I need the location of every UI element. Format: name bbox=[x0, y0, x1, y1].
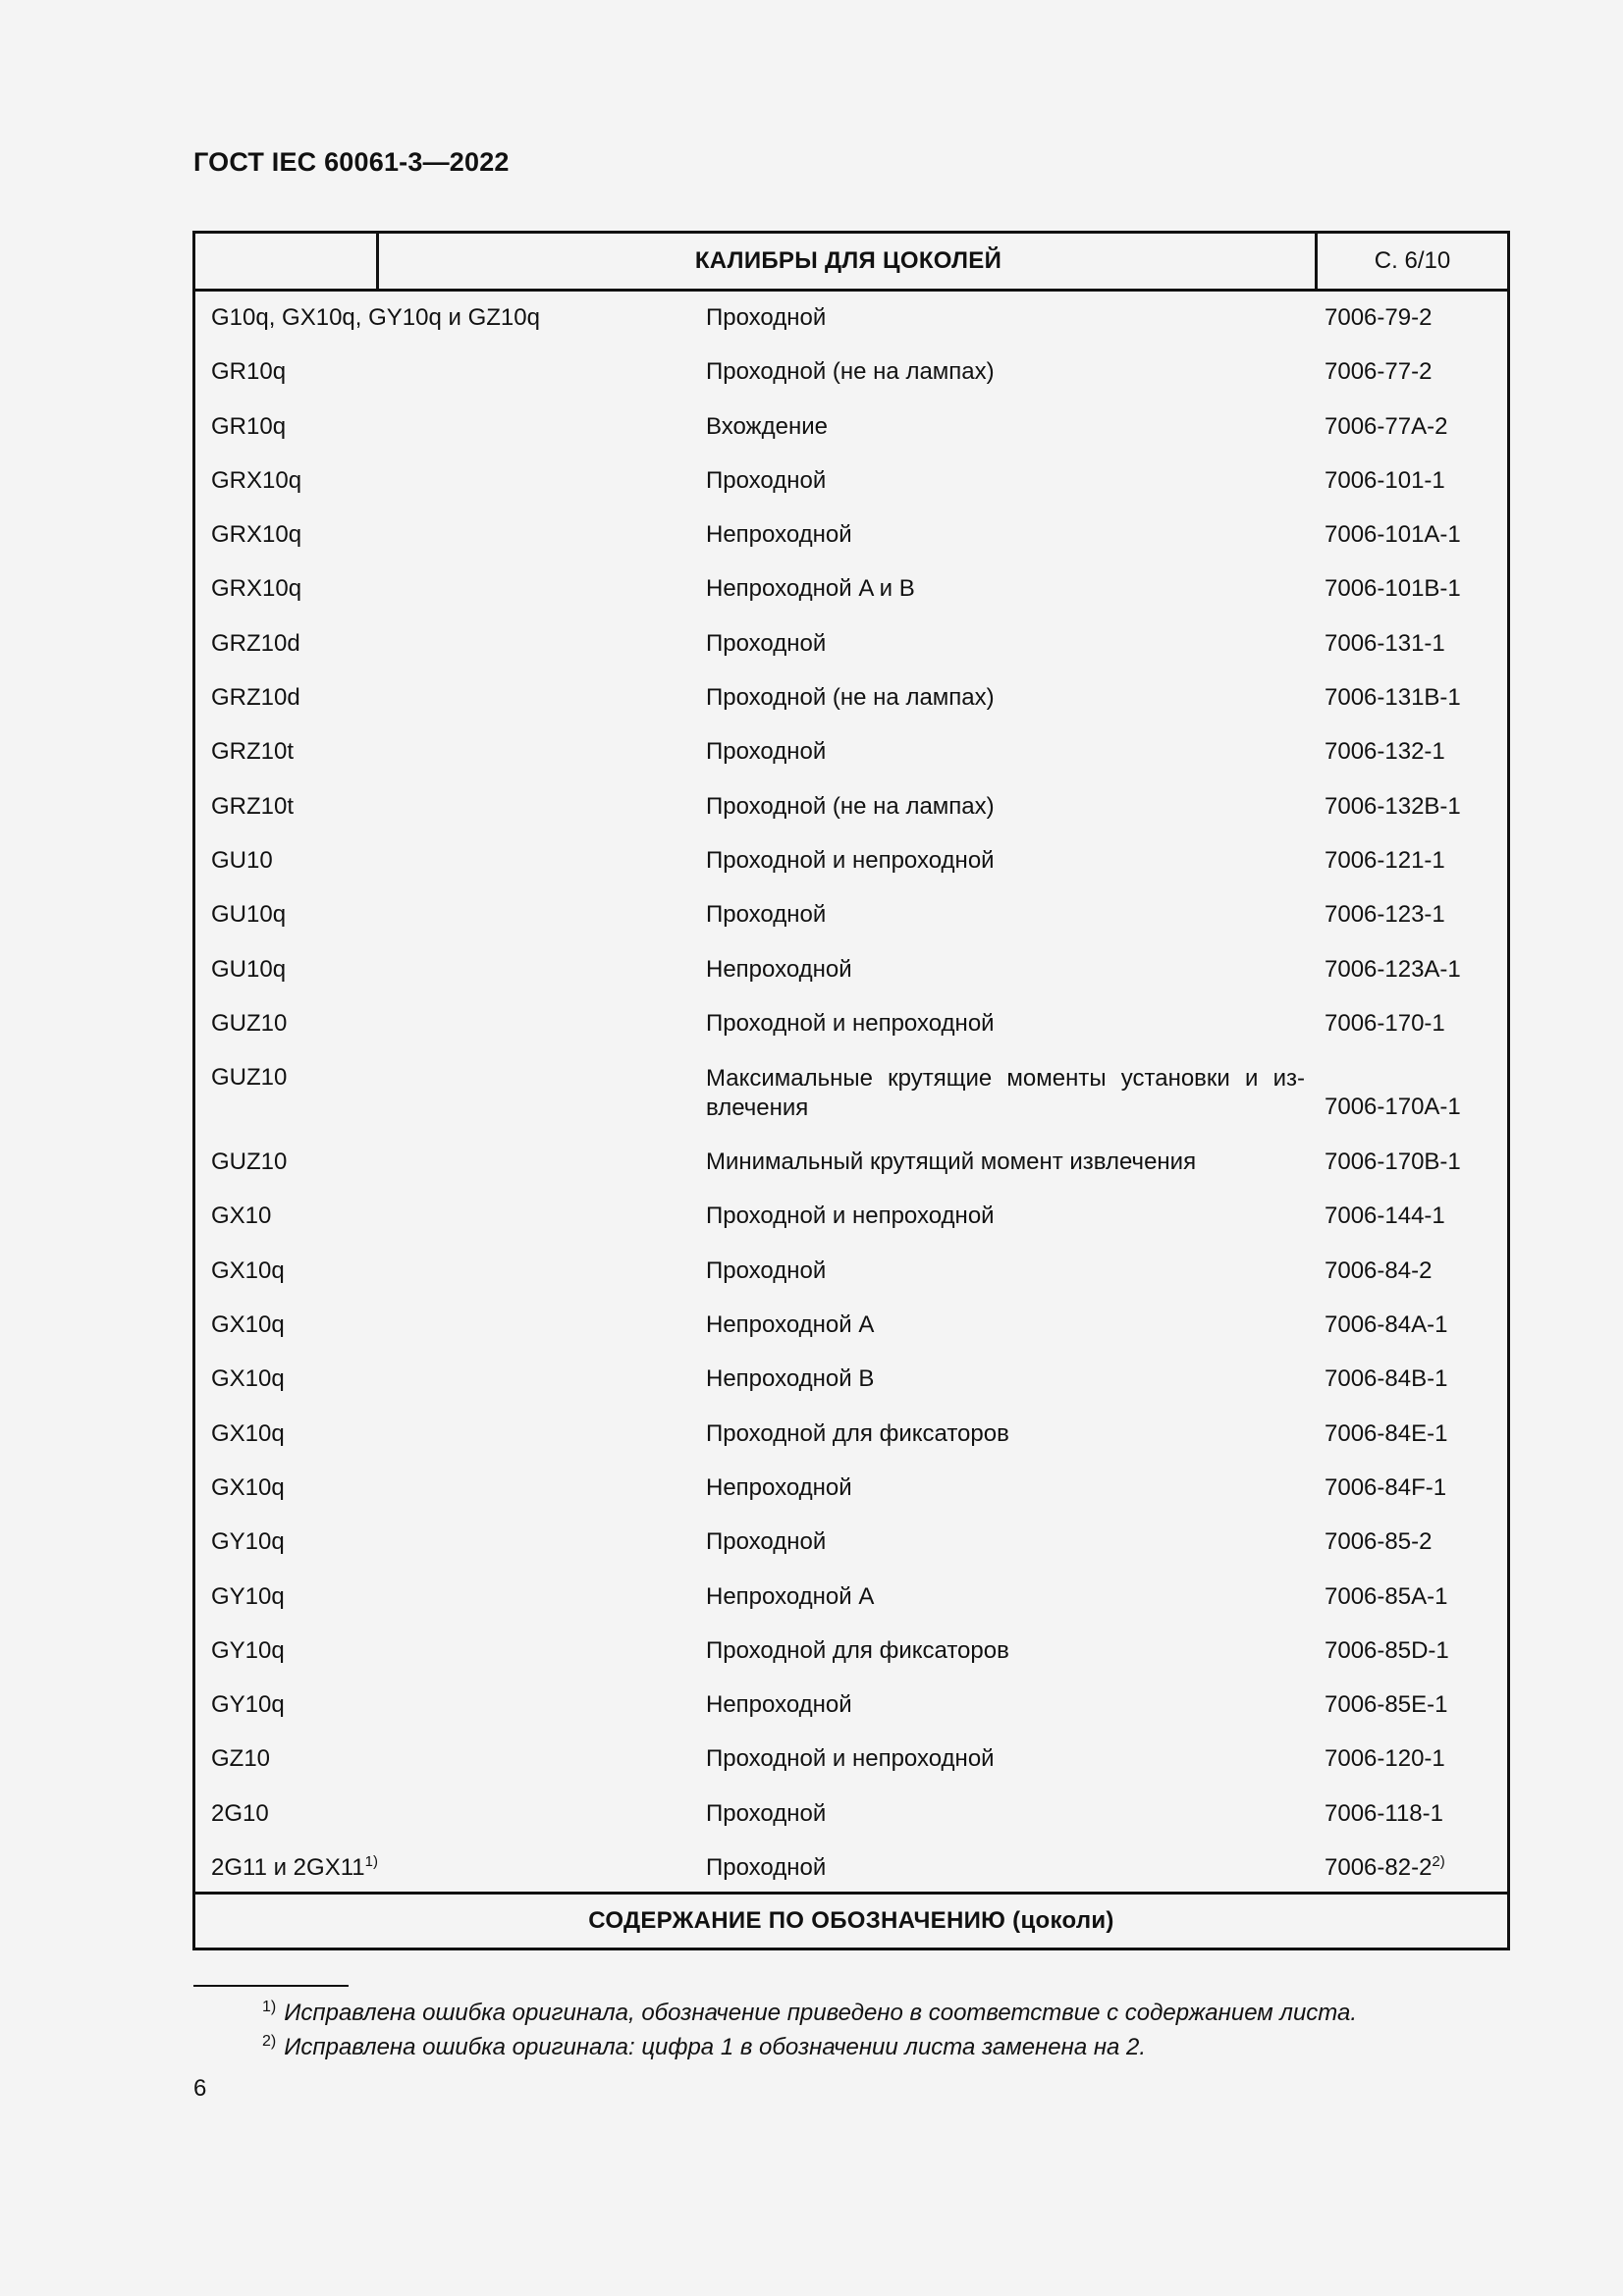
base-designation: G10q, GX10q, GY10q и GZ10q bbox=[211, 304, 540, 331]
table-row bbox=[195, 1842, 1507, 1896]
sheet-number: 7006-85E-1 bbox=[1325, 1691, 1448, 1719]
gauge-type: Непроходной A bbox=[706, 1582, 875, 1610]
base-designation: GY10q bbox=[211, 1636, 285, 1664]
table-row bbox=[195, 1788, 1507, 1842]
base-designation: GY10q bbox=[211, 1528, 285, 1556]
gauge-type: Проходной (не на лампах) bbox=[706, 684, 995, 712]
gauge-type: Непроходной bbox=[706, 521, 852, 549]
base-designation: GZ10 bbox=[211, 1745, 271, 1773]
base-designation: GRX10q bbox=[211, 466, 302, 494]
base-designation: GUZ10 bbox=[211, 1009, 288, 1037]
base-designation: GY10q bbox=[211, 1582, 285, 1610]
footnote-divider bbox=[193, 1985, 349, 1987]
sheet-number: 7006-121-1 bbox=[1325, 846, 1445, 874]
sheet-number: 7006-77-2 bbox=[1325, 358, 1433, 386]
base-designation: GRZ10t bbox=[211, 738, 295, 766]
gauge-type: Максимальные крутящие моменты установки и из-влечения bbox=[706, 1065, 1305, 1122]
gauge-type: Проходной для фиксаторов bbox=[706, 1419, 1009, 1447]
base-designation: 2G11 и 2GX11 bbox=[211, 1854, 365, 1882]
base-designation: GU10 bbox=[211, 846, 273, 874]
gauge-type: Проходной bbox=[706, 1256, 827, 1284]
gauge-type: Проходной и непроходной bbox=[706, 1745, 995, 1773]
base-designation: GX10q bbox=[211, 1365, 285, 1393]
base-designation: GUZ10 bbox=[211, 1064, 288, 1092]
sheet-number: 7006-85A-1 bbox=[1325, 1582, 1448, 1610]
table-row bbox=[195, 671, 1507, 725]
gauge-type: Проходной bbox=[706, 1799, 827, 1827]
footnote-text: Исправлена ошибка оригинала: цифра 1 в обозначении листа заменена на 2. bbox=[284, 2034, 1147, 2060]
base-designation: GR10q bbox=[211, 358, 287, 386]
sheet-number: 7006-101B-1 bbox=[1325, 575, 1461, 603]
base-designation: GRX10q bbox=[211, 521, 302, 549]
sheet-number: 7006-84-2 bbox=[1325, 1256, 1433, 1284]
sheet-number: 7006-118-1 bbox=[1325, 1799, 1443, 1827]
gauge-type: Непроходной A и B bbox=[706, 575, 915, 603]
sheet-number: 7006-85D-1 bbox=[1325, 1636, 1449, 1664]
gauge-type: Проходной (не на лампах) bbox=[706, 792, 995, 820]
table-header-row bbox=[195, 234, 1507, 292]
table-row bbox=[195, 1245, 1507, 1299]
gauge-type: Непроходной bbox=[706, 955, 852, 983]
gauges-table bbox=[192, 231, 1510, 1950]
sheet-number: 7006-144-1 bbox=[1325, 1202, 1445, 1230]
table-row bbox=[195, 1679, 1507, 1733]
base-designation: GRZ10d bbox=[211, 629, 300, 657]
table-row bbox=[195, 346, 1507, 400]
table-row bbox=[195, 780, 1507, 834]
gauge-type: Вхождение bbox=[706, 412, 828, 440]
gauge-type: Непроходной B bbox=[706, 1365, 875, 1393]
table-row bbox=[195, 1299, 1507, 1353]
sheet-number: 7006-123A-1 bbox=[1325, 955, 1461, 983]
gauge-type: Проходной bbox=[706, 304, 827, 331]
base-designation: GU10q bbox=[211, 901, 287, 929]
gauge-type: Минимальный крутящий момент извлечения bbox=[706, 1148, 1197, 1176]
gauge-type: Проходной bbox=[706, 466, 827, 494]
footnote-ref: 2) bbox=[1432, 1853, 1445, 1871]
sheet-number: 7006-170-1 bbox=[1325, 1009, 1445, 1037]
table-row bbox=[195, 834, 1507, 888]
sheet-page-number: С. 6/10 bbox=[1315, 234, 1507, 289]
document-header: ГОСТ IEC 60061-3—2022 bbox=[193, 147, 510, 177]
table-row bbox=[195, 1051, 1507, 1136]
table-row bbox=[195, 617, 1507, 671]
table-row bbox=[195, 1571, 1507, 1625]
gauge-type: Проходной bbox=[706, 1854, 827, 1882]
sheet-number: 7006-85-2 bbox=[1325, 1528, 1433, 1556]
sheet-number: 7006-132B-1 bbox=[1325, 792, 1461, 820]
base-designation: GR10q bbox=[211, 412, 287, 440]
gauge-type: Проходной bbox=[706, 629, 827, 657]
table-row bbox=[195, 562, 1507, 616]
base-designation: GX10q bbox=[211, 1473, 285, 1501]
sheet-number: 7006-84A-1 bbox=[1325, 1311, 1448, 1339]
base-designation: GUZ10 bbox=[211, 1148, 288, 1176]
table-row bbox=[195, 1408, 1507, 1462]
sheet-number: 7006-77A-2 bbox=[1325, 412, 1448, 440]
sheet-number: 7006-120-1 bbox=[1325, 1745, 1445, 1773]
sheet-number: 7006-170B-1 bbox=[1325, 1148, 1461, 1176]
table-row bbox=[195, 1353, 1507, 1407]
sheet-number: 7006-82-2 bbox=[1325, 1854, 1433, 1882]
sheet-number: 7006-123-1 bbox=[1325, 901, 1445, 929]
gauge-type: Проходной bbox=[706, 1528, 827, 1556]
footnote bbox=[262, 1999, 1357, 2027]
base-designation-cell bbox=[211, 1854, 378, 1882]
footnote-text: Исправлена ошибка оригинала, обозначение приведено в соответствие с содержанием листа. bbox=[284, 2000, 1358, 2026]
footnote bbox=[262, 2033, 1146, 2061]
table-row bbox=[195, 1733, 1507, 1787]
table-body bbox=[195, 292, 1507, 1896]
table-row bbox=[195, 888, 1507, 942]
sheet-number: 7006-101-1 bbox=[1325, 466, 1445, 494]
table-row bbox=[195, 508, 1507, 562]
gauge-type: Проходной bbox=[706, 901, 827, 929]
sheet-number: 7006-84E-1 bbox=[1325, 1419, 1448, 1447]
sheet-number: 7006-131-1 bbox=[1325, 629, 1445, 657]
gauge-type: Проходной bbox=[706, 738, 827, 766]
base-designation: GX10q bbox=[211, 1311, 285, 1339]
table-row bbox=[195, 997, 1507, 1051]
table-title: КАЛИБРЫ ДЛЯ ЦОКОЛЕЙ bbox=[694, 247, 1002, 274]
gauge-type: Непроходной A bbox=[706, 1311, 875, 1339]
gauge-type: Непроходной bbox=[706, 1691, 852, 1719]
table-row bbox=[195, 943, 1507, 997]
sheet-number-cell bbox=[1325, 1854, 1445, 1882]
table-row bbox=[195, 1516, 1507, 1570]
sheet-number: 7006-84F-1 bbox=[1325, 1473, 1447, 1501]
sheet-number: 7006-79-2 bbox=[1325, 304, 1433, 331]
sheet-number: 7006-170A-1 bbox=[1325, 1094, 1461, 1121]
sheet-number: 7006-132-1 bbox=[1325, 738, 1445, 766]
header-blank-cell bbox=[195, 234, 379, 289]
sheet-number: 7006-101A-1 bbox=[1325, 521, 1461, 549]
base-designation: GX10q bbox=[211, 1256, 285, 1284]
table-row bbox=[195, 1136, 1507, 1190]
table-footer: СОДЕРЖАНИЕ ПО ОБОЗНАЧЕНИЮ (цоколи) bbox=[195, 1892, 1507, 1948]
table-row bbox=[195, 1462, 1507, 1516]
base-designation: GRZ10t bbox=[211, 792, 295, 820]
table-row bbox=[195, 725, 1507, 779]
footnote-mark: 2) bbox=[262, 2033, 277, 2050]
gauge-type: Проходной и непроходной bbox=[706, 1202, 995, 1230]
gauge-type: Проходной и непроходной bbox=[706, 1009, 995, 1037]
base-designation: GY10q bbox=[211, 1691, 285, 1719]
footnote-ref: 1) bbox=[364, 1853, 378, 1871]
base-designation: GX10 bbox=[211, 1202, 272, 1230]
base-designation: 2G10 bbox=[211, 1799, 269, 1827]
table-row bbox=[195, 292, 1507, 346]
base-designation: GRX10q bbox=[211, 575, 302, 603]
sheet-number: 7006-131B-1 bbox=[1325, 684, 1461, 712]
page-number: 6 bbox=[193, 2075, 207, 2102]
gauge-type: Проходной (не на лампах) bbox=[706, 358, 995, 386]
table-row bbox=[195, 454, 1507, 508]
table-row bbox=[195, 1625, 1507, 1679]
gauge-type: Проходной для фиксаторов bbox=[706, 1636, 1009, 1664]
table-row bbox=[195, 1190, 1507, 1244]
table-row bbox=[195, 400, 1507, 454]
footnote-mark: 1) bbox=[262, 1999, 277, 2015]
gauge-type: Проходной и непроходной bbox=[706, 846, 995, 874]
gauge-type: Непроходной bbox=[706, 1473, 852, 1501]
base-designation: GU10q bbox=[211, 955, 287, 983]
base-designation: GX10q bbox=[211, 1419, 285, 1447]
base-designation: GRZ10d bbox=[211, 684, 300, 712]
sheet-number: 7006-84B-1 bbox=[1325, 1365, 1448, 1393]
